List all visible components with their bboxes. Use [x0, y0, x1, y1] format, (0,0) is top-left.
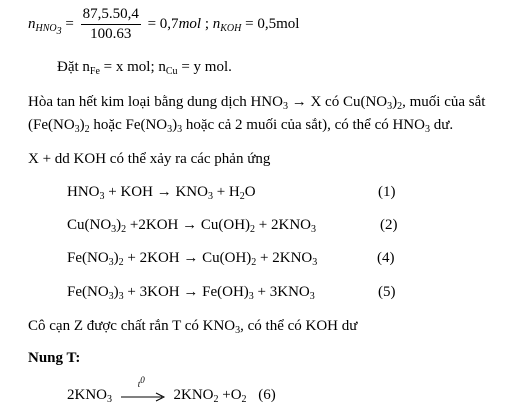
- conclusion-line: [28, 318, 357, 335]
- set-vars-mid: = x mol; n: [99, 59, 166, 75]
- p1-sub2: 2: [397, 101, 403, 112]
- fraction: [81, 6, 141, 43]
- result-unit: mol: [178, 15, 202, 32]
- p1-a: Hòa tan hết kim loại bằng dung dịch HNO: [28, 94, 283, 110]
- result-value: = 0,7: [147, 15, 179, 32]
- fraction-numerator: 87,5.50,4: [81, 6, 141, 25]
- heat-rhs-sub2b: 2: [241, 394, 247, 405]
- reaction-2: $Cu(NO_3)_2 +2KOH \to Cu(OH)_2 + 2KNO_3$: [67, 217, 317, 235]
- heat-rhs-sub2a: 2: [213, 394, 219, 405]
- reaction-5: $Fe(NO_3)_3 + 3KOH \to Fe(OH)_3 + 3KNO_3$: [67, 284, 315, 302]
- heat-label-t: t: [137, 378, 141, 389]
- arrow-svg: [120, 389, 166, 403]
- heat-reaction-number: (6): [258, 387, 276, 403]
- n-koh-subscript: KOH: [220, 22, 242, 34]
- set-vars-suffix: = y mol.: [177, 59, 232, 75]
- fe-subscript: Fe: [89, 66, 100, 77]
- reaction-1-number: (1): [378, 184, 396, 200]
- reaction-4: $Fe(NO_3)_2 + 2KOH \to Cu(OH)_2 + 2KNO_3$: [67, 250, 318, 268]
- p1-d: , muối của sắt: [402, 94, 486, 110]
- reaction-5-number: (5): [378, 284, 396, 300]
- heat-rhs-b: +O: [218, 387, 242, 403]
- conclusion-sub3: 3: [235, 325, 241, 336]
- cu-subscript: Cu: [165, 66, 178, 77]
- heat-label-sup: 0: [140, 374, 145, 385]
- paragraph-line-1: [28, 94, 485, 111]
- formula-line: [28, 6, 299, 43]
- p1-sub3b: 3: [387, 101, 393, 112]
- p2-sub3c: 3: [177, 124, 183, 135]
- reaction-2-number: (2): [380, 217, 398, 233]
- set-variables-line: [57, 59, 232, 76]
- n-hno3-symbol: n: [28, 15, 36, 32]
- p2-e: hoặc cả 2 muối của sắt), có thể có HNO: [182, 117, 425, 133]
- fraction-denominator: 100.63: [90, 26, 132, 42]
- set-vars-prefix: Đặt n: [57, 59, 90, 75]
- reactions-intro: X + dd KOH có thể xảy ra các phản ứng: [28, 151, 271, 167]
- n-hno3-subscript: HNO: [35, 22, 57, 34]
- heat-rhs-a: 2KNO: [173, 387, 214, 403]
- p1-sub3a: 3: [282, 101, 288, 112]
- p2-sub3b: 3: [167, 124, 173, 135]
- n-koh-value: = 0,5mol: [245, 15, 300, 32]
- p2-d: ): [172, 117, 178, 133]
- section-heading: Nung T:: [28, 350, 81, 366]
- heat-label: [137, 374, 145, 389]
- equals-sign: =: [65, 15, 74, 32]
- p2-sub3d: 3: [424, 124, 430, 135]
- p1-b: → X có Cu(NO: [287, 94, 388, 110]
- p2-sub3a: 3: [74, 124, 80, 135]
- separator: ;: [204, 15, 209, 32]
- n-koh-symbol: n: [212, 15, 221, 32]
- p2-sub2: 2: [84, 124, 90, 135]
- p2-b: ): [79, 117, 85, 133]
- heat-lhs-sub3: 3: [107, 394, 112, 405]
- p2-a: (Fe(NO: [28, 117, 75, 133]
- p1-c: ): [392, 94, 398, 110]
- heat-lhs: 2KNO: [67, 387, 107, 403]
- conclusion-b: , có thể có KOH dư: [240, 318, 358, 334]
- n-hno3-subscript-3: 3: [56, 25, 62, 37]
- paragraph-line-2: [28, 117, 453, 134]
- heat-reaction: [67, 374, 276, 405]
- reaction-4-number: (4): [377, 250, 395, 266]
- conclusion-a: Cô cạn Z được chất rắn T có KNO: [28, 318, 236, 334]
- p2-f: dư.: [429, 117, 454, 133]
- heat-arrow-icon: [120, 374, 166, 403]
- reaction-1: $HNO_3$ + KOH → $KNO_3 + H_2O$: [67, 184, 256, 202]
- p2-c: hoặc Fe(NO: [89, 117, 168, 133]
